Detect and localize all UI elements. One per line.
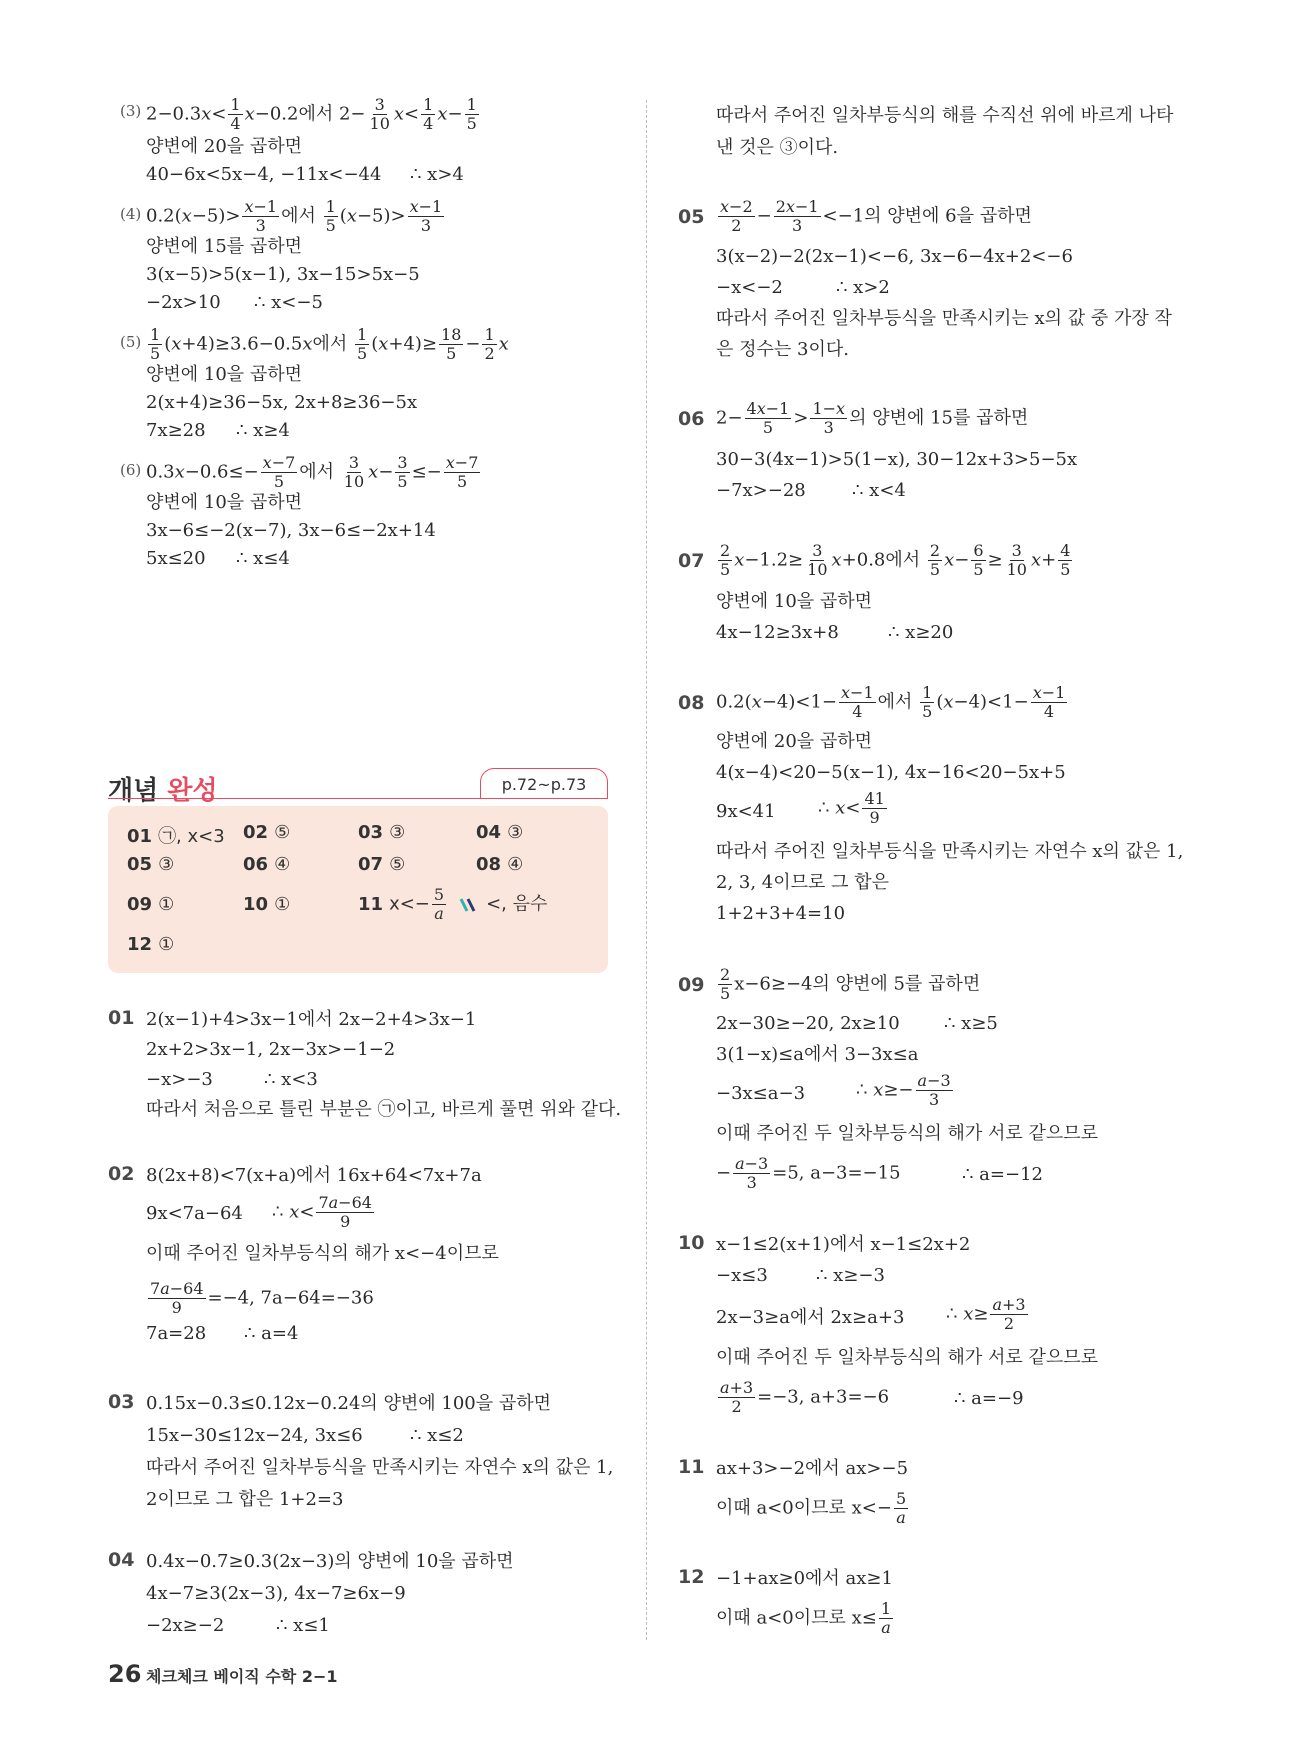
page-range-tag: p.72~p.73	[480, 768, 608, 799]
text-line: 낸 것은 ③이다.	[716, 137, 839, 158]
text-line: 따라서 주어진 일차부등식을 만족시키는 x의 값 중 가장 작	[716, 308, 1172, 329]
equation-line: 0.15x−0.3≤0.12x−0.24의 양변에 100을 곱하면	[146, 1393, 552, 1414]
text-line: 양변에 10을 곱하면	[146, 492, 303, 513]
equation-line: ∴ x≤2	[410, 1425, 464, 1446]
equation-line: $\frac{x-2}{2}$ − $\frac{2x-1}{3}$ <−1의 양변에 6을 곱하면	[720, 197, 1032, 235]
text-line: 2, 3, 4이므로 그 합은	[716, 872, 890, 893]
hint-icon	[458, 897, 480, 913]
equation-line: 4x−7≥3(2x−3), 4x−7≥6x−9	[146, 1583, 406, 1604]
equation-line: −3x≤a−3	[716, 1083, 806, 1104]
column-divider	[646, 100, 647, 1640]
equation-line: 4x−12≥3x+8	[716, 622, 839, 643]
text-line: 따라서 처음으로 틀린 부분은 ㉠이고, 바르게 풀면 위와 같다.	[146, 1099, 622, 1120]
item-label: (3)	[120, 102, 142, 120]
equation-line: ∴ x≥20	[888, 622, 954, 643]
book-title: 체크체크 베이직 수학 2−1	[146, 1667, 338, 1686]
equation-line: −x>−3	[146, 1069, 213, 1090]
answer-item: 01 ㉠, x<3	[127, 826, 225, 847]
item-label: (6)	[120, 461, 142, 479]
equation-line: −7x>−28	[716, 480, 806, 501]
equation-line: 0.2(x−4)<1− $\frac{x-1}{4}$ 에서 $\frac{1}{5}$ (x−4)<1− $\frac{x-1}{4}$	[716, 683, 1066, 721]
equation-line: 15x−30≤12x−24, 3x≤6	[146, 1425, 363, 1446]
question-number: 03	[108, 1391, 135, 1413]
text-line: 은 정수는 3이다.	[716, 339, 849, 360]
equation-line: x−1≤2(x+1)에서 x−1≤2x+2	[716, 1234, 971, 1255]
equation-line: −1+ax≥0에서 ax≥1	[716, 1568, 893, 1589]
equation-line: ∴ x≥5	[944, 1013, 998, 1034]
question-number: 11	[678, 1456, 705, 1478]
answer-item: 03 ③	[358, 822, 406, 843]
question-number: 12	[678, 1566, 705, 1588]
equation-line: ∴ x>4	[410, 164, 464, 185]
answer-item: 11 x<− $\frac{5}{a}$ <, 음수	[358, 885, 548, 923]
text-line: 따라서 주어진 일차부등식을 만족시키는 자연수 x의 값은 1,	[146, 1457, 614, 1478]
equation-line: ∴ x< $\frac{7a-64}{9}$	[272, 1193, 372, 1231]
text-line: 양변에 10을 곱하면	[146, 364, 303, 385]
text-line: 양변에 15를 곱하면	[146, 236, 303, 257]
equation-line: − $\frac{a-3}{3}$ =5, a−3=−15	[716, 1154, 901, 1192]
text-line: 따라서 주어진 일차부등식을 만족시키는 자연수 x의 값은 1,	[716, 841, 1184, 862]
equation-line: 40−6x<5x−4, −11x<−44	[146, 164, 382, 185]
question-number: 08	[678, 692, 705, 714]
concept-rule	[108, 798, 608, 799]
item-label: (5)	[120, 333, 142, 351]
equation-line: 9x<7a−64	[146, 1203, 243, 1224]
equation-line: ∴ a=4	[244, 1323, 299, 1344]
equation-line: ax+3>−2에서 ax>−5	[716, 1458, 909, 1479]
equation-line: 이때 a<0이므로 x<− $\frac{5}{a}$	[716, 1489, 907, 1527]
equation-line: 4(x−4)<20−5(x−1), 4x−16<20−5x+5	[716, 762, 1066, 783]
equation-line: $\frac{2}{5}$ x−6≥−4의 양변에 5를 곱하면	[720, 965, 981, 1003]
equation-line: $\frac{1}{5}$ (x+4)≥3.6−0.5x에서 $\frac{1}{5}$ (x+4)≥ $\frac{18}{5}$ − $\frac{1}{2}$ x	[150, 325, 509, 363]
answer-item: 05 ③	[127, 854, 175, 875]
question-number: 05	[678, 206, 705, 228]
question-number: 10	[678, 1232, 705, 1254]
question-number: 06	[678, 408, 705, 430]
equation-line: 5x≤20	[146, 548, 206, 569]
equation-line: 2x−3≥a에서 2x≥a+3	[716, 1307, 905, 1328]
text-line: 양변에 20을 곱하면	[716, 731, 873, 752]
equation-line: 3(1−x)≤a에서 3−3x≤a	[716, 1044, 919, 1065]
text-line: 2이므로 그 합은 1+2=3	[146, 1489, 344, 1510]
answer-item: 10 ①	[243, 894, 291, 915]
equation-line: 0.4x−0.7≥0.3(2x−3)의 양변에 10을 곱하면	[146, 1551, 514, 1572]
equation-line: 2x+2>3x−1, 2x−3x>−1−2	[146, 1039, 396, 1060]
equation-line: 3(x−2)−2(2x−1)<−6, 3x−6−4x+2<−6	[716, 246, 1073, 267]
equation-line: ∴ x< $\frac{41}{9}$	[818, 789, 885, 827]
equation-line: ∴ a=−12	[962, 1164, 1043, 1185]
text-line: 양변에 10을 곱하면	[716, 591, 873, 612]
equation-line: ∴ a=−9	[954, 1388, 1024, 1409]
equation-line: ∴ x≥− $\frac{a-3}{3}$	[856, 1071, 951, 1109]
text-line: 양변에 20을 곱하면	[146, 136, 303, 157]
equation-line: 이때 a<0이므로 x≤ $\frac{1}{a}$	[716, 1599, 892, 1637]
equation-line: −2x≥−2	[146, 1615, 225, 1636]
equation-line: 0.3x−0.6≤− $\frac{x-7}{5}$ 에서 $\frac{3}{10}$ x− $\frac{3}{5}$ ≤− $\frac{x-7}{5}$	[146, 453, 479, 491]
equation-line: −x≤3	[716, 1265, 768, 1286]
answer-item: 12 ①	[127, 934, 175, 955]
question-number: 07	[678, 550, 705, 572]
equation-line: ∴ x≤4	[236, 548, 290, 569]
text-line: 따라서 주어진 일차부등식의 해를 수직선 위에 바르게 나타	[716, 105, 1174, 126]
equation-line: $\frac{2}{5}$ x−1.2≥ $\frac{3}{10}$ x+0.8에서 $\frac{2}{5}$ x− $\frac{6}{5}$ ≥ $\frac{3}{10}$ x+ $\frac{4}{5}$	[720, 541, 1071, 579]
equation-line: ∴ x<4	[852, 480, 906, 501]
equation-line: −x<−2	[716, 277, 783, 298]
equation-line: ∴ x≤1	[276, 1615, 330, 1636]
equation-line: ∴ x≥ $\frac{a+3}{2}$	[946, 1295, 1026, 1333]
equation-line: $\frac{7a-64}{9}$ =−4, 7a−64=−36	[150, 1279, 374, 1317]
question-number: 01	[108, 1007, 135, 1029]
answer-item: 02 ⑤	[243, 822, 291, 843]
equation-line: −2x>10	[146, 292, 221, 313]
equation-line: 2−0.3x< $\frac{1}{4}$ x−0.2에서 2− $\frac{3}{10}$ x< $\frac{1}{4}$ x− $\frac{1}{5}$	[146, 95, 477, 133]
equation-line: 7x≥28	[146, 420, 206, 441]
answer-item: 09 ①	[127, 894, 175, 915]
item-label: (4)	[120, 205, 142, 223]
equation-line: 2(x+4)≥36−5x, 2x+8≥36−5x	[146, 392, 418, 413]
text-line: 이때 주어진 두 일차부등식의 해가 서로 같으므로	[716, 1347, 1099, 1368]
question-number: 04	[108, 1549, 135, 1571]
equation-line: ∴ x<−5	[254, 292, 323, 313]
equation-line: ∴ x≥−3	[816, 1265, 885, 1286]
equation-line: 30−3(4x−1)>5(1−x), 30−12x+3>5−5x	[716, 449, 1078, 470]
equation-line: 3(x−5)>5(x−1), 3x−15>5x−5	[146, 264, 420, 285]
equation-line: 7a=28	[146, 1323, 207, 1344]
answer-item: 04 ③	[476, 822, 524, 843]
equation-line: 9x<41	[716, 801, 776, 822]
equation-line: ∴ x>2	[836, 277, 890, 298]
equation-line: 2x−30≥−20, 2x≥10	[716, 1013, 900, 1034]
equation-line: 0.2(x−5)> $\frac{x-1}{3}$ 에서 $\frac{1}{5}$ (x−5)> $\frac{x-1}{3}$	[146, 197, 443, 235]
equation-line: 1+2+3+4=10	[716, 903, 846, 924]
question-number: 09	[678, 974, 705, 996]
question-number: 02	[108, 1163, 135, 1185]
concept-title-accent: 완성	[167, 776, 218, 806]
answer-item: 07 ⑤	[358, 854, 406, 875]
equation-line: 8(2x+8)<7(x+a)에서 16x+64<7x+7a	[146, 1165, 482, 1186]
answer-item: 06 ④	[243, 854, 291, 875]
page-number: 26	[108, 1660, 142, 1688]
equation-line: 2(x−1)+4>3x−1에서 2x−2+4>3x−1	[146, 1009, 477, 1030]
equation-line: ∴ x<3	[264, 1069, 318, 1090]
text-line: 이때 주어진 두 일차부등식의 해가 서로 같으므로	[716, 1123, 1099, 1144]
concept-section-title	[108, 770, 218, 807]
concept-title-part: 개념	[108, 776, 159, 806]
equation-line: 3x−6≤−2(x−7), 3x−6≤−2x+14	[146, 520, 436, 541]
equation-line: 2− $\frac{4x-1}{5}$ > $\frac{1-x}{3}$ 의 양변에 15를 곱하면	[716, 399, 1029, 437]
equation-line: $\frac{a+3}{2}$ =−3, a+3=−6	[720, 1378, 890, 1416]
equation-line: ∴ x≥4	[236, 420, 290, 441]
answer-item: 08 ④	[476, 854, 524, 875]
text-line: 이때 주어진 일차부등식의 해가 x<−4이므로	[146, 1243, 499, 1264]
